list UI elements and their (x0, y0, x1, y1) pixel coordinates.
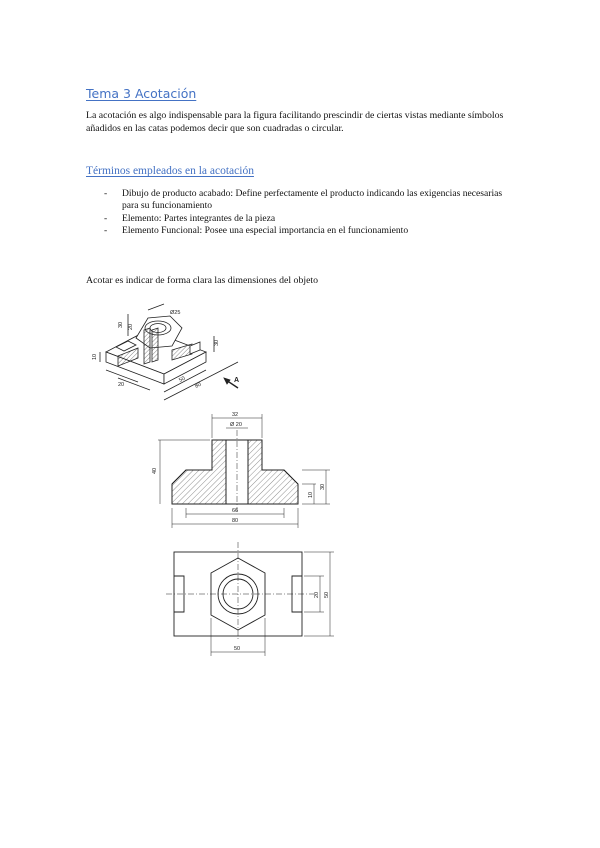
front-dim: 32 (232, 412, 239, 418)
terms-list (100, 188, 520, 238)
acotar-paragraph: Acotar es indicar de forma clara las dimensiones del objeto (86, 275, 319, 286)
front-dim: 66 (232, 508, 239, 514)
iso-dim: Ø25 (170, 310, 181, 316)
list-item (100, 188, 520, 213)
iso-dim: 30 (118, 321, 124, 328)
front-dim: 40 (152, 467, 158, 474)
front-dim: 30 (320, 483, 326, 490)
isometric-drawing (88, 300, 263, 405)
top-dim: 50 (234, 646, 241, 652)
iso-dim: 10 (92, 353, 98, 360)
intro-paragraph: La acotación es algo indispensable para la figura facilitando prescindir de ciertas vistas mediante símbolos añadidos en las catas podemos decir que son cuadradas o circular. (86, 110, 504, 134)
list-item-text: Dibujo de producto acabado: Define perfectamente el producto indicando las exigencias necesarias para su funcionamiento (122, 188, 503, 212)
top-view (166, 536, 341, 660)
top-dim: 50 (324, 591, 330, 598)
iso-dim: 30 (214, 339, 220, 346)
view-arrow-label: A (234, 377, 240, 384)
iso-dim: 20 (128, 323, 134, 330)
list-item-text: Elemento: Partes integrantes de la pieza (122, 212, 276, 224)
bullet-dash: - (104, 212, 108, 224)
iso-dim: 80 (194, 381, 203, 390)
top-dim: 20 (314, 591, 320, 598)
iso-dim: 50 (178, 375, 187, 384)
list-item-text: Elemento Funcional: Posee una especial importancia en el funcionamiento (122, 225, 409, 237)
terms-heading: Términos empleados en la acotación (86, 165, 254, 177)
bullet-dash: - (104, 188, 108, 199)
list-item (100, 213, 520, 225)
front-dim: 80 (232, 518, 239, 524)
front-dim: 10 (308, 491, 314, 498)
front-section-view (146, 404, 336, 534)
iso-dim: 20 (118, 382, 125, 388)
bullet-dash: - (104, 225, 108, 237)
section-title: Tema 3 Acotación (86, 86, 197, 101)
list-item (100, 225, 520, 237)
front-dim: Ø 20 (230, 422, 242, 428)
